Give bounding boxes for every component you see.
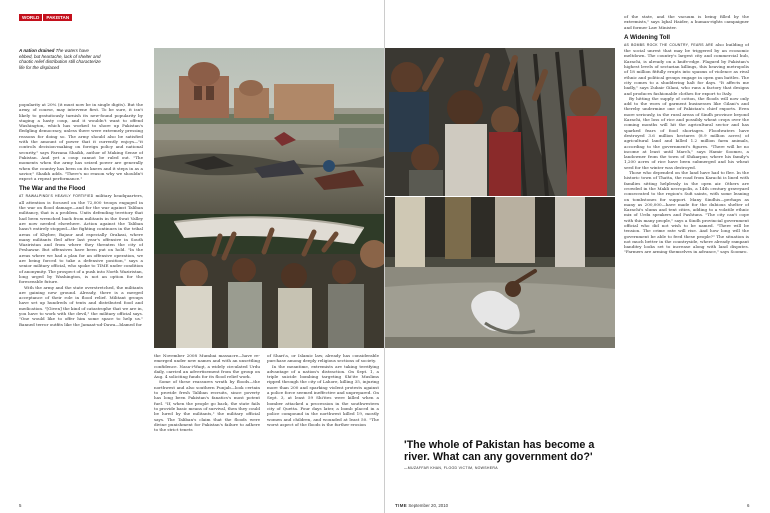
- col1-paragraph-3: With the army and the state overstretched, the militants are gaining new ground. Already, there is a merged acceptance of their role in flood relief. Militant groups have set up hundreds of tents and distributed food and medication. "[Given] the kind of catastrophe that we are in, you have to work with the devil," the military official says. "One would like to offer him some space to help us." Banned terror outfits like the Jamaat-ud-Dawa—blamed for: [19, 284, 143, 327]
- col1-kicker: AT RAWALPINDI'S HEAVILY FORTIFIED: [19, 194, 94, 199]
- col2-paragraph-2: Some of these reassures wrath by floods—the northwest and also southern Punjab—look certain to provide fresh Taliban recruits, since poverty has long been Pakistan's fanatics's most potent fuel. "If, when the people go back, the state fails to provide basic means of survival, then they could be lured by the militants," the military official says. The Taliban's claim that the floods were divine punishment for Pakistan's failure to adhere to the strict tenets: [154, 379, 260, 433]
- col3-paragraph-1: of Shari'a, or Islamic law, already has considerable purchase among deeply religious sections of society.: [267, 353, 379, 364]
- section-tags: [19, 14, 73, 21]
- col4-paragraph-2: also building of the social unrest that may be triggered by an economic meltdown. The country's largest city and commercial hub, Karachi, is already on a knife-edge. Plagued by Pakistan's highest levels of sectarian killings, this heaving metropolis of 18 million fitfully erupts into spasms of violence as rival ethnic and political groups engage in open gun battles. The city comes to a shuddering halt for days. "It affects me badly," says Zubair Gilani, who runs a factory that designs and produces fashionable clothes for export to Italy.: [624, 41, 749, 96]
- photo-flooded-shrine: [154, 48, 384, 214]
- col4-paragraph-1: of the state, and the vacuum is being filled by the extremists," says Iqbal Haider, a human-rights campaigner and former Law Minister.: [624, 14, 749, 30]
- col2-paragraph-1: the November 2008 Mumbai massacre—have re-emerged under new names and with an unsettling confidence. Nasa-i-Waqt, a widely circulated Urdu daily, carried an advertisement from the group on Aug. 4 soliciting funds for its flood relief work.: [154, 353, 260, 380]
- column-3: [267, 353, 379, 501]
- pull-quote: [404, 440, 600, 470]
- photo-crowd-truck-image: [385, 48, 615, 196]
- section-tag-pakistan: PAKISTAN: [43, 14, 72, 21]
- pull-quote-credit: —MUZAFFAR KHAN, FLOOD VICTIM, NOWSHERA: [404, 466, 498, 470]
- col1-paragraph-2: military headquarters, all attention is focused on the 72,000 troops engaged in the war on flood damage—and for the war against Taliban militancy, that is a problem. Units defending territory that had been wrenched back from militants in the Swat Valley are now needed elsewhere. Action against the Taliban hasn't entirely stopped—the fighting continues in the tribal areas of Khyber, Bajaur and especially Orakzai, where many militants fled after last year's offensive in South Waziristan and from where they threaten the city of Peshawar. But offensives have been put on hold. "In the areas where we had a plan for an offensive operation, we are being forced to take a defensive position," says a senior military official, who spoke to TIME under condition of anonymity. The prospect of a push into North Waziristan, long urged by Washington, is not an option for the foreseeable future.: [19, 193, 143, 285]
- column-4: [624, 14, 749, 504]
- page-number-right: 6: [747, 503, 750, 508]
- photo-crowd-truck: [385, 48, 615, 196]
- column-2: [154, 353, 260, 501]
- section-tag-world: WORLD: [19, 14, 42, 21]
- footer-date: September 20, 2010: [408, 503, 449, 508]
- col4-paragraph-3: By hitting the supply of cotton, the floods will now only add to the woes of garment businesses like Gilani's and thereby undermine one of Pakistan's chief exports. Even more seriously, in the rural areas of Sindh province beyond Karachi, the loss of rice and possibly wheat crops over the coming months will hit the agricultural sector and has sparked fears of food shortages. Floodwaters have destroyed 3.6 million hectares (8.9 million acres) of agricultural land and killed 1.2 million farm animals, according to the government's figures. "There will be no income at least until March," says Hamir Soomro, a landowner from the town of Shikarpur, where his family's 1,200 acres of rice have been submerged and his wheat seed for the winter was destroyed.: [624, 95, 749, 170]
- col4-kicker: AS BOMBS ROCK THE COUNTRY, FEARS ARE: [624, 42, 714, 47]
- photo-caption: [19, 48, 101, 70]
- pull-quote-text: 'The whole of Pakistan has become a river. What can any government do?': [404, 439, 595, 463]
- col4-paragraph-4: Those who depended on the land have had to flee. In the historic town of Thatta, the road from Karachi is lined with families sitting helplessly in the open air. Others are crowded in the Makli necropolis, a 14th century graveyard consecrated to the region's Sufi saints, with some leaning on tombstones for support. Many Sindhis—perhaps as many as 200,000—have made for the dubious shelter of Karachi's slums and tent cities, adding to a volatile ethnic mix of Urdu speakers and Pashtuns. "The city can't cope with this many people," says a Sindh provincial government official who did not wish to be named. "There will be tension. The crime rate will rise. And how long will the government be able to feed these people?" The situation is not much better in the countryside, where already rampant banditry looks set to increase along with land disputes. "Farmers are arming themselves in advance," says Soomro.: [624, 170, 749, 255]
- photo-child-floodwater: [385, 197, 615, 348]
- caption-text: The waters have ebbed, but heartache, lack of shelter and chaotic relief distribution still characterize life for the displaced: [19, 48, 101, 70]
- photo-child-floodwater-image: [385, 197, 615, 348]
- left-page: [0, 0, 384, 513]
- col1-paragraph: popularity at 20% (it must now be in single digits). But the army, of course, may intervene first. To be sure, it isn't likely to gratuitously tarnish its new-found popularity by staging a hasty coup, and it wouldn't want to offend Washington, which has worked to shore up Pakistan's fledgling democracy, unless there were extremely pressing reasons for doing so. The army should also be satisfied with the amount of power that it currently enjoys—"it controls decision-making on foreign policy and national security," says Farzana Shaikh, author of Making Sense of Pakistan. And yet a coup cannot be ruled out. "The moments when the army has seized power are generally when the country has been on its knees and it steps in as a savior," Shaikh adds. "There's no reason why we shouldn't expect a repeat performance.": [19, 102, 143, 182]
- footer-magazine: TIME: [395, 503, 408, 508]
- page-number-left: 5: [19, 503, 22, 508]
- photo-crowd-aid: [154, 214, 384, 348]
- heading-war-and-flood: The War and the Flood: [19, 185, 86, 193]
- heading-widening-toll: A Widening Toll: [624, 33, 670, 41]
- right-page: [385, 0, 770, 513]
- photo-flooded-shrine-image: [154, 48, 384, 214]
- photo-crowd-aid-image: [154, 214, 384, 348]
- column-1: [19, 102, 143, 502]
- footer-masthead: [395, 503, 448, 508]
- caption-lead: A nation drained: [19, 48, 55, 53]
- col3-paragraph-2: In the meantime, extremists are taking terrifying advantage of a nation's distraction. On Sept. 1, a triple suicide bombing targeting Shi'ite Muslims ripped through the city of Lahore, killing 35, injuring more than 200 and sparking violent protests against a police force seemed ineffective and unprepared. On Sept. 3, at least 59 Shi'ites were killed when a bomber attacked a procession in the southwestern city of Quetta. Four days later, a bomb placed in a police compound in the northwest killed 19, mostly women and children, and wounded at least 50. "The worst aspect of the floods is the further erosion: [267, 363, 379, 427]
